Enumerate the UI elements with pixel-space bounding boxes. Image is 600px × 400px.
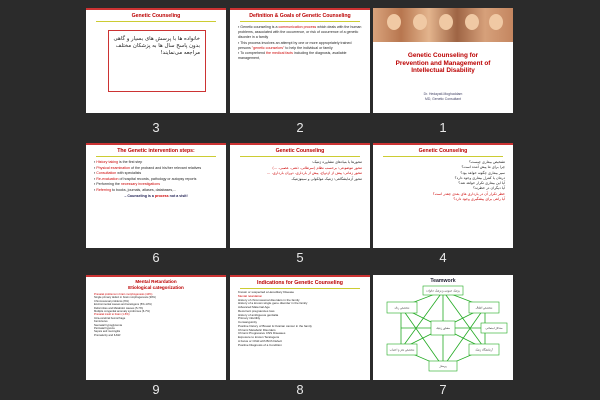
text-line: Sepsis and meningitis [94,330,121,334]
text-line: آیا این بیماری تکرار خواهد شد؟ [458,181,505,186]
slide-title: Mental Retardation Etiological categorization [128,279,184,290]
node-label: متخصص زنان [394,306,410,310]
text-line: آیا دیگران در خطرند؟ [472,186,505,191]
text-line: Known or suspected a Hereditary Disease [238,290,295,294]
top-bar [373,143,513,145]
text-line: Mental retardation [238,293,263,298]
slide-number: 5 [296,250,304,265]
slide-thumbnail[interactable] [86,275,226,380]
text-line: Consanguinity [238,320,258,324]
title-divider [240,21,360,22]
node-label: متخصص مغز و اعصاب [389,348,415,352]
slide-cell [373,143,513,265]
slide-number: 3 [152,120,160,135]
text-line: Perinatal hypoxia [94,327,115,331]
text-line: آیا راهی برای پیشگیری وجود دارد؟ [453,197,505,202]
top-bar [86,8,226,10]
slide-thumbnail[interactable] [86,143,226,248]
slide-cell [230,8,370,135]
text-line: Chromosomal problems (6%) [94,299,129,303]
bullet: ▪ Referring to books, journals, atlases, databases,... [94,187,177,192]
slide-note: – Counseling is a process not a visit! [124,193,188,198]
text-line: History of chromosomal disorders in the family [238,297,300,302]
text-line: سیر بیماری چگونه خواهد بود؟ [460,170,505,175]
title-divider [96,21,216,22]
slide-thumbnail[interactable] [230,8,370,113]
top-bar [86,143,226,145]
bullet: ▪ Genetic counseling is a communication process which deals with the human problems, associated with the occurrence, or risk of occurrence of a genetic disorder in a family [238,25,362,39]
text-line: Exposure to known Teratogens [238,335,280,339]
slide-title: Genetic Counseling [275,148,325,154]
text-line: Prenatal insult to brain (1-5%) [94,313,130,317]
teamwork-diagram [373,275,513,380]
slide-title: Genetic Counseling [418,148,468,154]
slide-cell [86,143,226,265]
children-photo [373,8,513,42]
slide-thumbnail[interactable] [230,275,370,380]
text-line: Recurrent pregnancies loss [238,308,275,313]
text-line: درمان یا کنترل بیماری وجود دارد؟ [454,175,505,180]
slide-thumbnail[interactable] [86,8,226,113]
text-line: Primary infertility [238,316,261,321]
title-divider [240,288,360,289]
text-line: چرا برای ما پیش آمده است؟ [461,165,505,170]
slide-body [238,291,362,347]
text-line: Prenatal problems in brain morphogenesis (44%) [94,293,153,296]
text-line: Chronic Metabolic Disorders [238,327,276,332]
node-label: پزشک عمومی و پزشک خانواده [426,289,460,293]
text-line: Positive history of Breast & Ovarian cancer in the family [238,323,312,328]
node-label: مشاور ژنتیک [436,327,450,330]
text-line: Neonatal hypoglycemia [94,323,122,327]
text-line: خطر تکرار آن در بارداری های بعدی چقدر است؟ [432,191,505,196]
text-line: Prematurity and IUGR [94,333,121,337]
node-label: آزمایشگاه ژنتیک [475,348,493,352]
text-line: History of a known single gene disorder in the family [238,301,308,306]
text-line: Deformities and Metabolic causes (5-7%) [94,306,144,310]
slide-number: 2 [296,120,304,135]
text-line: Positive Diagnosis of a Condition [238,342,282,347]
slide-cell [373,275,513,397]
text-line: Environmental causes and teratogens (5%-13%) [94,303,152,307]
slide-thumbnail[interactable] [373,275,513,380]
slide-title: The Genetic intervention steps: [117,148,195,154]
title-divider [383,156,503,157]
text-line: تشخیص بیماری چیست؟ [468,160,505,164]
slide-title: Genetic Counseling for Prevention and Management of Intellectual Disability [395,52,491,75]
slide-number: 8 [296,382,304,397]
slide-body [94,160,218,199]
slide-thumbnail[interactable] [373,8,513,113]
slide-cell [373,8,513,135]
slide-authors: Dr. Hedayati-Moghaddam MD, Genetic Consultant [423,92,463,101]
bullet: ▪ Consultation with specialists [94,171,142,175]
bullet: ▪ To comprehend the medical facts including the diagnosis, available management, [238,51,347,60]
quote-text: خانواده ها با پرسش های بسیار و گاهی بدون پاسخ سال ها به پزشکان مختلف مراجعه می‌نمایند! [113,36,200,56]
title-divider [96,156,216,157]
text-line: Single primary defect in brain morphogenesis (30%) [94,296,156,300]
text-line: A Fetus or Child with Birth Defect [238,338,283,343]
slide-number: 7 [439,382,447,397]
top-bar [230,143,370,145]
text-line: Kernicterus [94,320,108,324]
node-label: مددکار اجتماعی [485,327,503,330]
slide-number: 4 [439,250,447,265]
node-label: متخصص اطفال [475,306,493,310]
text-line: Multiple congenital anomaly syndromes (6-7%) [94,310,150,314]
slide-title: Genetic Counseling [131,13,181,19]
bullet: ▪ Re-evaluation of hospital records, pathology or autopsy reports [94,176,197,181]
top-bar [230,275,370,277]
slide-cell [86,275,226,397]
text-line: محورها یا بنیادهای مشاوره ژنتیک: [311,160,362,164]
bullet: ▪ This process involves an attempt by one or more appropriately trained persons "genetic counselors" to help the individual or family [238,40,352,50]
slide-body [238,160,362,182]
slide-title: Indications for Genetic Counseling [257,280,343,286]
text-line: محور آزمایشگاهی: ژنتیک مولکولی و سیتوژنتیک [291,176,362,181]
slide-cell [86,8,226,135]
text-line: History of ambiguous genitalia [238,312,279,317]
title-divider [240,156,360,157]
text-line: محور زمانی: پیش از ازدواج، پیش از بارداری، دوران بارداری، ... [267,171,362,175]
slide-number: 1 [439,120,447,135]
text-line: محور موضوعی: برحسب نظام (سرطانی، ذهنی، عصبی، ...) [272,165,362,170]
bullet: ▪ History taking is the first step [94,160,143,164]
slide-thumbnail[interactable] [230,143,370,248]
text-line: Chronic Progressive CNS Diseases [238,331,286,336]
slide-body [94,293,220,337]
slide-number: 6 [152,250,160,265]
node-label: پرستار [439,365,447,368]
text-line: Intra-cerebral hemorrhage [94,316,126,320]
bullet: ▪ Physical examination of the proband and his/her relevant relatives [94,165,202,170]
slide-body [381,160,505,202]
slide-body [238,25,362,62]
text-line: Advanced Maternal Age [238,305,270,309]
slide-thumbnail[interactable] [373,143,513,248]
slide-title: Teamwork [430,278,456,284]
bullet: ▪ Performing the necessary investigations [94,182,161,186]
slide-number: 9 [152,382,160,397]
slide-title: Definition & Goals of Genetic Counseling [249,13,351,19]
slide-cell [230,275,370,397]
top-bar [86,275,226,277]
top-bar [230,8,370,10]
slide-cell [230,143,370,265]
